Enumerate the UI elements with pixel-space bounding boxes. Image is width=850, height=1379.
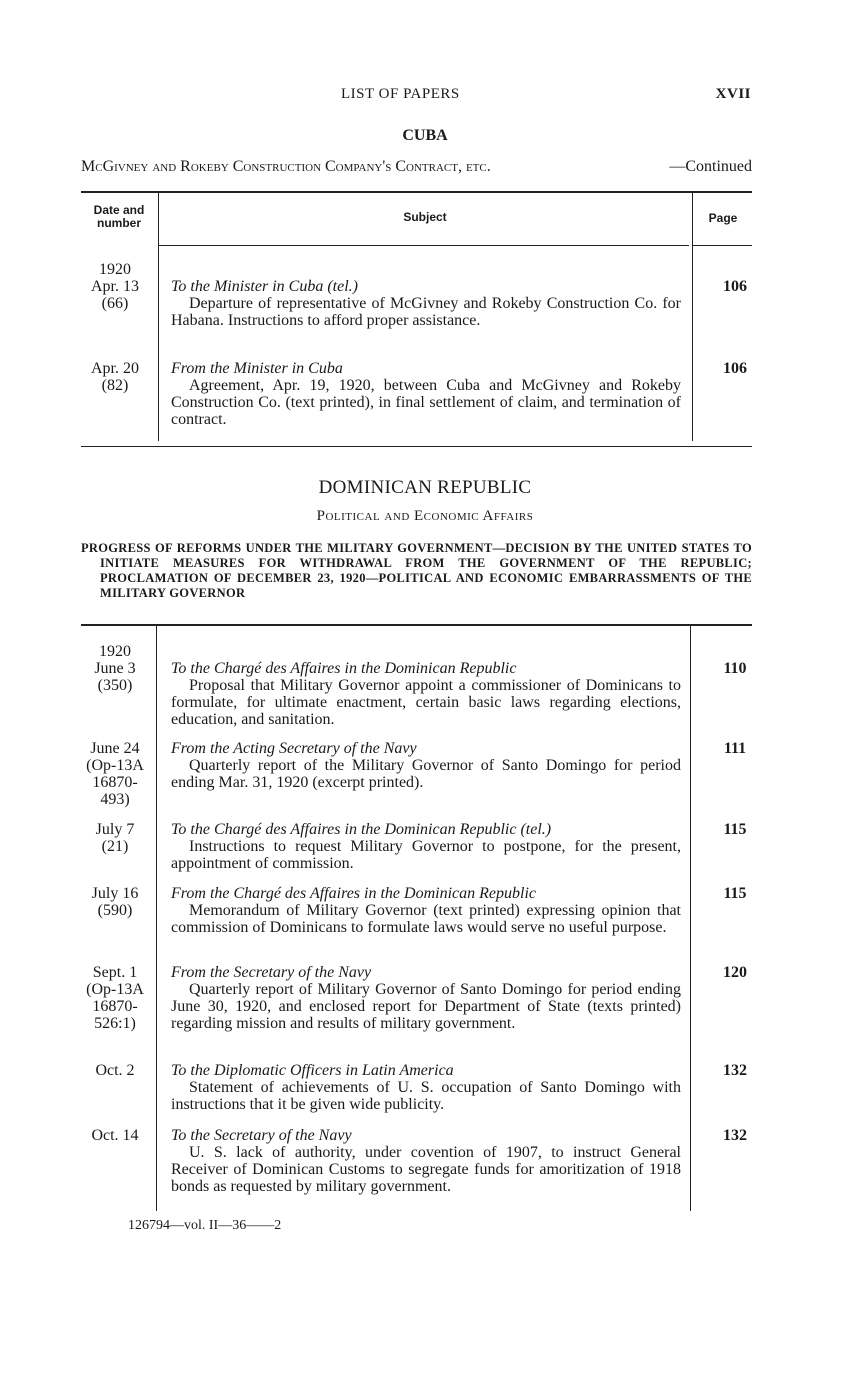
running-header-title: LIST OF PAPERS <box>341 86 460 102</box>
entry-page: 106 <box>723 278 747 295</box>
entry-number: (Op-13A 16870-526:1) <box>86 981 144 1032</box>
entry-description: Statement of achievements of U. S. occupation of Santo Domingo with instructions that it be given wide publicity. <box>171 1079 681 1113</box>
entry-description: Instructions to request Military Governor to postpone, for the present, appointment of commission. <box>171 838 681 872</box>
section-heading-dominican-republic: DOMINICAN REPUBLIC <box>318 477 532 498</box>
printer-footer: 126794—vol. II—36——2 <box>128 1218 282 1233</box>
entry-description: Proposal that Military Governor appoint a commissioner of Dominicans to formulate, for ultimate enactment, certain basic laws regarding elections, education, and sanitation. <box>171 677 681 728</box>
page-number-roman: XVII <box>715 86 751 102</box>
entry-description: U. S. lack of authority, under covention of 1907, to instruct General Receiver of Dominican Customs to segregate funds for amoritization of 1918 bonds as requested by military government. <box>171 1144 681 1195</box>
entry-page: 132 <box>723 1127 747 1144</box>
column-divider <box>692 193 693 441</box>
entry-correspondent: To the Chargé des Affaires in the Dominican Republic <box>171 660 517 677</box>
entry-page: 106 <box>723 360 747 377</box>
cuba-subtitle <box>81 158 752 176</box>
entry-subject <box>171 1127 681 1195</box>
entry-year: 1920 <box>99 643 131 660</box>
entry-number: (Op-13A 16870-493) <box>86 757 144 808</box>
table-top-rule <box>81 191 752 193</box>
entry-number: (66) <box>101 295 129 312</box>
entry-description: Quarterly report of Military Governor of Santo Domingo for period ending June 30, 1920, and enclosed report for Department of State (texts printed) regarding mission and results of military government. <box>171 981 681 1032</box>
entry-description: Memorandum of Military Governor (text printed) expressing opinion that commission of Dominicans to formulate laws would serve no useful purpose. <box>171 902 681 936</box>
entry-date: Apr. 13 <box>91 278 139 295</box>
entry-date: June 24 <box>90 740 140 757</box>
entry-number: (82) <box>101 377 129 394</box>
table-bottom-rule <box>81 446 752 447</box>
entry-date: Oct. 2 <box>95 1062 135 1079</box>
entry-year: 1920 <box>99 261 131 278</box>
entry-subject <box>171 1062 681 1113</box>
topic-text: PROGRESS OF REFORMS UNDER THE MILITARY GOVERNMENT—DECISION BY THE UNITED STATES TO INITIATE MEASURES FOR WITHDRAWAL FROM THE GOVERNMENT OF THE REPUBLIC; PROCLAMATION OF DECEMBER 23, 1920—POLITICAL AND ECONOMIC EMBARRASSMENTS OF THE MILITARY GOVERNOR <box>81 541 752 600</box>
entry-subject <box>171 885 681 936</box>
entry-correspondent: From the Secretary of the Navy <box>171 964 372 981</box>
table-top-rule <box>81 624 752 626</box>
entry-page: 111 <box>723 740 747 757</box>
entry-page: 110 <box>723 660 747 677</box>
entry-correspondent: To the Minister in Cuba (tel.) <box>171 278 358 295</box>
entry-date: June 3 <box>94 660 136 677</box>
entry-subject <box>171 278 681 329</box>
entry-page: 120 <box>723 964 747 981</box>
continued-label: —Continued <box>669 158 752 175</box>
column-divider <box>156 626 157 1211</box>
entry-correspondent: From the Minister in Cuba <box>171 360 343 377</box>
entry-description: Departure of representative of McGivney and Rokeby Construction Co. for Habana. Instructions to afford proper assistance. <box>171 295 681 329</box>
entry-date: Sept. 1 <box>92 964 138 981</box>
column-header-date: Date and number <box>93 203 145 230</box>
entry-subject <box>171 964 681 1032</box>
entry-correspondent: To the Secretary of the Navy <box>171 1127 352 1144</box>
entry-date: Apr. 20 <box>91 360 139 377</box>
section-subheading: Political and Economic Affairs <box>316 508 534 524</box>
entry-subject <box>171 821 681 872</box>
entry-correspondent: To the Chargé des Affaires in the Dominican Republic (tel.) <box>171 821 552 838</box>
entry-number: (21) <box>101 838 129 855</box>
entry-correspondent: From the Acting Secretary of the Navy <box>171 740 417 757</box>
entry-subject <box>171 360 681 428</box>
entry-page: 115 <box>723 885 747 902</box>
topic-heading <box>81 541 752 601</box>
entry-number: (350) <box>97 677 133 694</box>
entry-correspondent: From the Chargé des Affaires in the Dominican Republic <box>171 885 536 902</box>
cuba-subtitle-text: McGivney and Rokeby Construction Company's Contract, etc. <box>81 158 491 175</box>
entry-number: (590) <box>97 902 133 919</box>
entry-description: Agreement, Apr. 19, 1920, between Cuba and McGivney and Rokeby Construction Co. (text printed), in final settlement of claim, and termination of contract. <box>171 377 681 428</box>
table-header-rule-page <box>693 245 752 246</box>
entry-subject <box>171 740 681 791</box>
entry-subject <box>171 660 681 728</box>
entry-date: July 16 <box>91 885 139 902</box>
column-header-subject: Subject <box>403 210 447 224</box>
column-divider <box>158 193 159 441</box>
entry-page: 115 <box>723 821 747 838</box>
column-header-page: Page <box>708 211 738 225</box>
entry-page: 132 <box>723 1062 747 1079</box>
column-divider <box>690 626 691 1211</box>
table-header-rule <box>159 245 689 246</box>
entry-correspondent: To the Diplomatic Officers in Latin America <box>171 1062 454 1079</box>
section-heading-cuba: CUBA <box>402 127 448 144</box>
entry-description: Quarterly report of the Military Governor of Santo Domingo for period ending Mar. 31, 1920 (excerpt printed). <box>171 757 681 791</box>
entry-date: Oct. 14 <box>91 1127 139 1144</box>
entry-date: July 7 <box>95 821 135 838</box>
